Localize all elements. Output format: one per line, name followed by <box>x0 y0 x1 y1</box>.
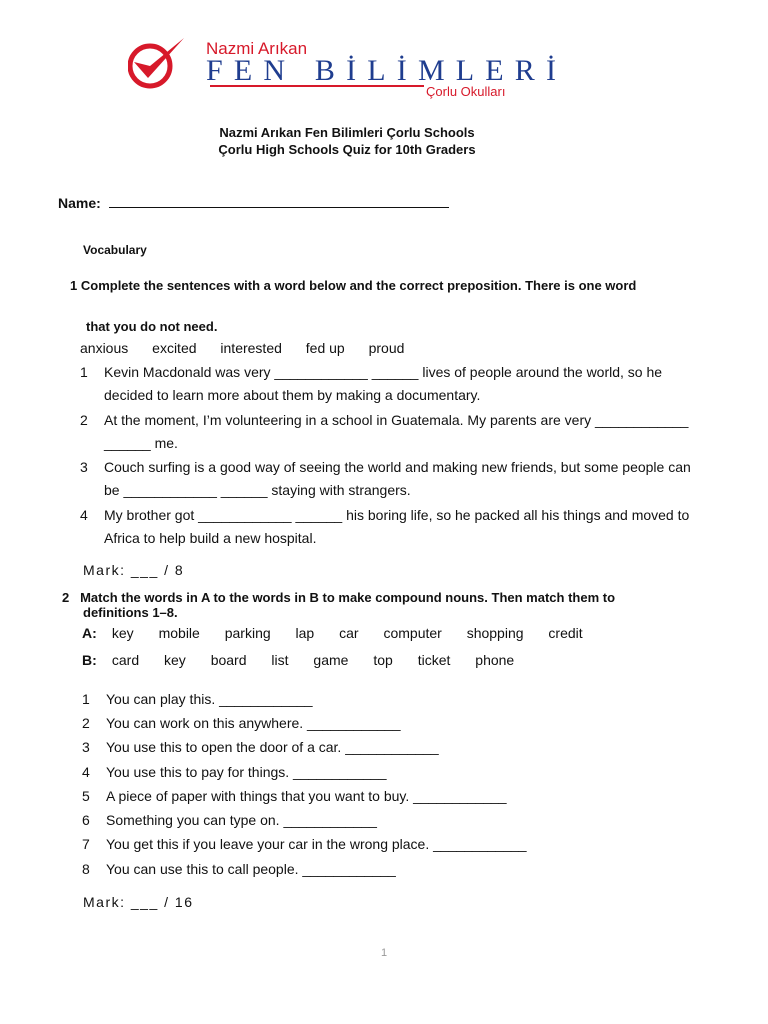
q1-instruction-a <box>70 278 636 294</box>
q2-item-text: You can work on this anywhere. ____________ <box>106 715 401 731</box>
q1-item-line: My brother got ____________ ______ his boring life, so he packed all his things and moved to <box>104 507 690 523</box>
logo-brand-small: Nazmi Arıkan <box>206 39 308 58</box>
q2-item-text: You use this to pay for things. ____________ <box>106 764 387 780</box>
q1-word: fed up <box>305 340 345 356</box>
header-line-2: Çorlu High Schools Quiz for 10th Graders <box>218 142 476 157</box>
page-number: 1 <box>380 947 388 959</box>
q2-b-word: ticket <box>417 652 451 668</box>
q1-item-2 <box>80 409 720 455</box>
q1-mark: Mark: ___ / 8 <box>83 562 185 578</box>
q2-instruction-a: Match the words in A to the words in B to make compound nouns. Then match them to <box>80 590 616 605</box>
q1-word: proud <box>368 340 405 356</box>
q2-a-word: computer <box>383 625 442 641</box>
q2-item-number: 6 <box>82 812 90 828</box>
q2-item-text: Something you can type on. ____________ <box>106 812 377 828</box>
name-field <box>58 195 449 211</box>
school-logo <box>128 36 560 100</box>
q1-item-line: Africa to help build a new hospital. <box>104 530 317 546</box>
q2-b-word: top <box>373 652 393 668</box>
q2-item-number: 3 <box>82 739 90 755</box>
q2-item-4 <box>82 761 386 784</box>
q2-item-1 <box>82 688 313 711</box>
q2-a-word: lap <box>295 625 315 641</box>
q1-item-line: be ____________ ______ staying with strangers. <box>104 482 411 498</box>
q1-item-line: Couch surfing is a good way of seeing the world and making new friends, but some people can <box>104 459 691 475</box>
q2-instruction <box>62 590 702 606</box>
q2-item-text: A piece of paper with things that you want to buy. ____________ <box>106 788 507 804</box>
q1-item-number: 2 <box>80 412 88 428</box>
q2-a-word: car <box>339 625 359 641</box>
q2-a-label: A: <box>82 625 97 641</box>
q2-item-text: You get this if you leave your car in the wrong place. ____________ <box>106 836 527 852</box>
q1-item-number: 3 <box>80 459 88 475</box>
q2-column-a <box>82 625 604 641</box>
logo-brand-sub: Çorlu Okulları <box>426 84 506 99</box>
q1-item-line: decided to learn more about them by making a documentary. <box>104 387 481 403</box>
q2-item-number: 5 <box>82 788 90 804</box>
q2-item-6 <box>82 809 377 832</box>
q2-item-text: You can use this to call people. ____________ <box>106 861 396 877</box>
q1-item-4 <box>80 504 720 550</box>
q1-word: interested <box>220 340 282 356</box>
q2-b-word: board <box>210 652 247 668</box>
q1-item-3 <box>80 456 720 502</box>
q1-word-bank <box>80 340 424 356</box>
q2-item-2 <box>82 712 400 735</box>
q1-item-number: 1 <box>80 364 88 380</box>
logo-brand-large: FEN BİLİMLERİ <box>206 54 556 87</box>
q2-item-8 <box>82 858 396 881</box>
q2-item-text: You can play this. ____________ <box>106 691 313 707</box>
q2-a-word: parking <box>224 625 271 641</box>
q2-column-b <box>82 652 535 668</box>
q1-instruction-a-text: Complete the sentences with a word below and the correct preposition. There is one word <box>80 278 637 293</box>
q1-item-number: 4 <box>80 507 88 523</box>
q2-b-word: card <box>111 652 140 668</box>
logo-graphic <box>128 36 560 100</box>
name-blank[interactable] <box>109 195 449 208</box>
q2-item-number: 8 <box>82 861 90 877</box>
q2-b-word: phone <box>475 652 515 668</box>
q2-a-word: credit <box>548 625 583 641</box>
q1-number: 1 <box>70 278 78 293</box>
q2-item-5 <box>82 785 507 808</box>
q2-a-word: key <box>111 625 134 641</box>
q2-b-label: B: <box>82 652 97 668</box>
q2-item-7 <box>82 833 527 856</box>
q2-a-word: mobile <box>158 625 200 641</box>
q1-item-line: Kevin Macdonald was very ____________ ______ lives of people around the world, so he <box>104 364 663 380</box>
q2-instruction-b: definitions 1–8. <box>83 605 178 620</box>
checkmark-icon <box>134 38 184 78</box>
q2-item-number: 1 <box>82 691 90 707</box>
q2-item-3 <box>82 736 439 759</box>
q1-word: excited <box>152 340 197 356</box>
header-line-1: Nazmi Arıkan Fen Bilimleri Çorlu Schools <box>219 125 475 140</box>
q2-item-text: You use this to open the door of a car. ____________ <box>106 739 439 755</box>
q2-b-word: game <box>313 652 349 668</box>
q2-number: 2 <box>62 590 70 605</box>
q1-item-1 <box>80 361 720 407</box>
q2-item-number: 2 <box>82 715 90 731</box>
q2-item-number: 4 <box>82 764 90 780</box>
q1-item-line: ______ me. <box>104 435 178 451</box>
q1-item-line: At the moment, I’m volunteering in a school in Guatemala. My parents are very ____________ <box>104 412 689 428</box>
q2-b-word: key <box>164 652 186 668</box>
q2-item-number: 7 <box>82 836 90 852</box>
section-vocabulary: Vocabulary <box>83 243 147 257</box>
q1-instruction-b: that you do not need. <box>86 319 218 334</box>
q2-a-word: shopping <box>466 625 524 641</box>
q1-word: anxious <box>80 340 129 356</box>
q2-mark: Mark: ___ / 16 <box>83 894 194 910</box>
name-label: Name: <box>58 195 101 211</box>
q2-b-word: list <box>271 652 289 668</box>
